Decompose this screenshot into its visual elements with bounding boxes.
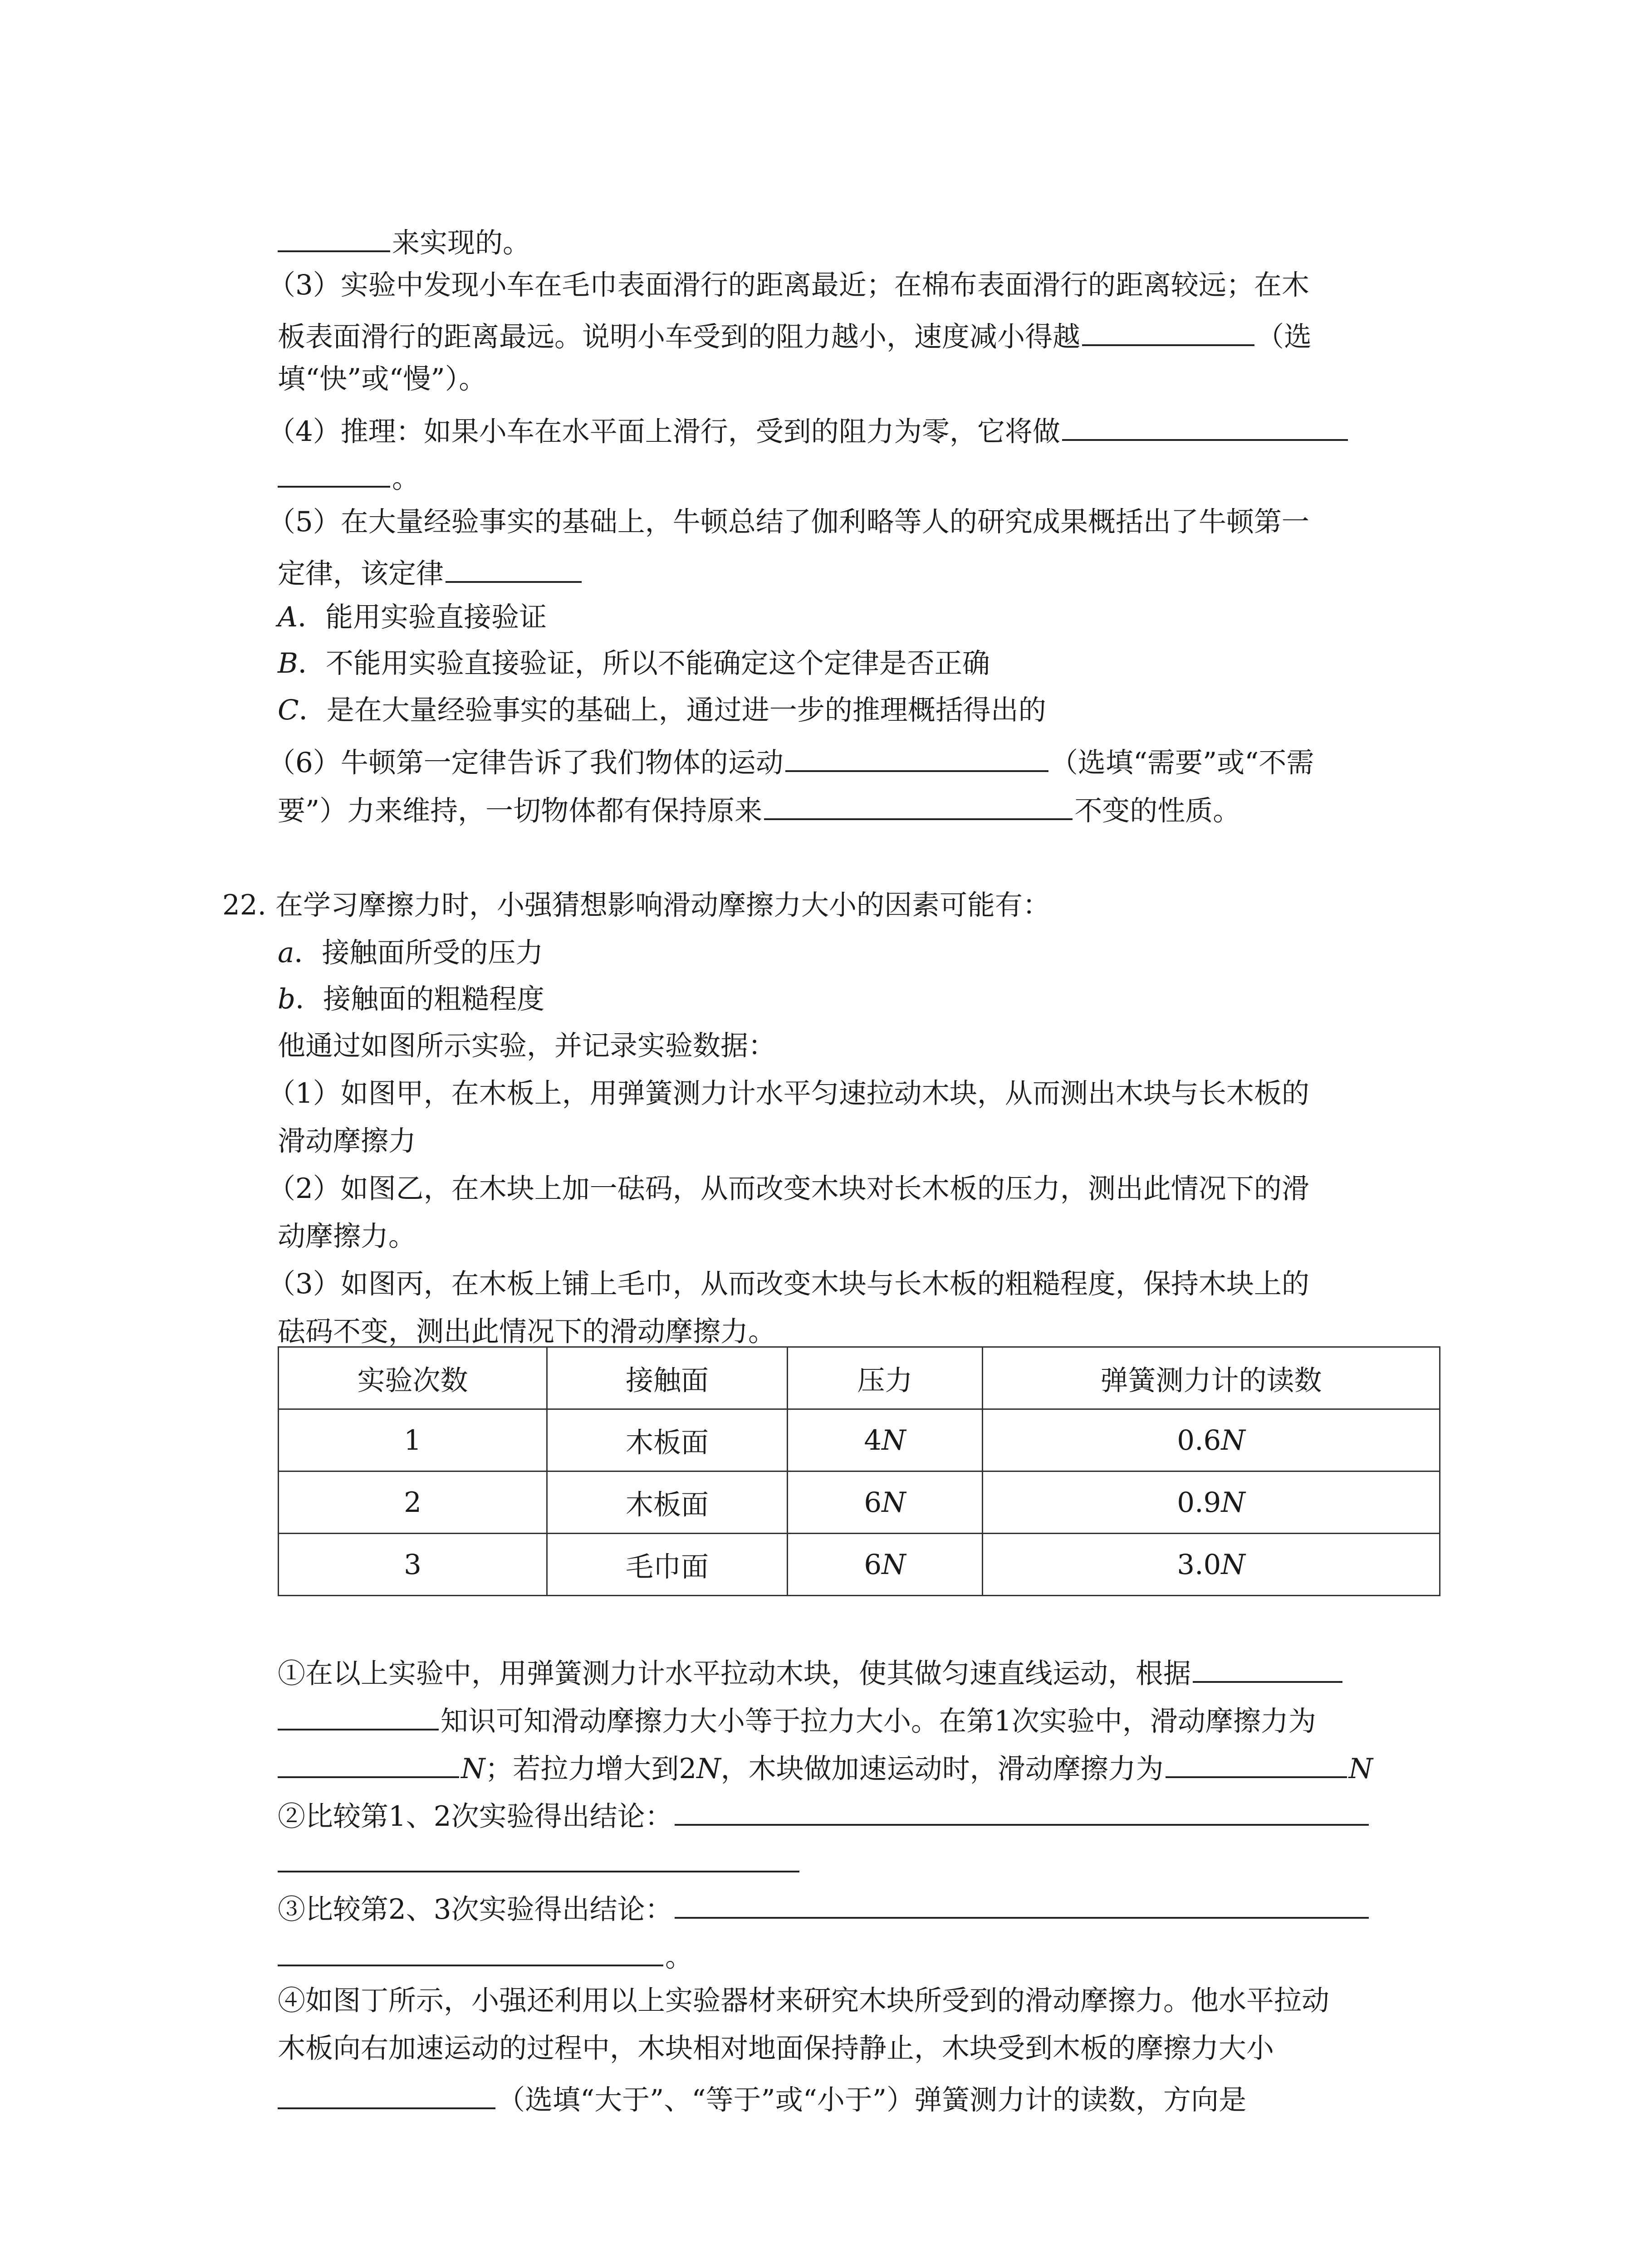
step-2-line-1: （2）如图乙，在木块上加一砝码，从而改变木块对长木板的压力，测出此情况下的滑 <box>268 1173 1309 1205</box>
answer-blank[interactable] <box>1193 1656 1342 1683</box>
hypothesis-b: b．接触面的粗糙程度 <box>278 983 545 1015</box>
q21-line-5: （4）推理：如果小车在水平面上滑行，受到的阻力为零，它将做 <box>268 414 1350 445</box>
step-3-line-2: 砝码不变，测出此情况下的滑动摩擦力。 <box>278 1315 776 1348</box>
hypothesis-a: a．接触面所受的压力 <box>278 937 544 969</box>
sub-q1-line-2: 知识可知滑动摩擦力大小等于拉力大小。在第1次实验中，滑动摩擦力为 <box>278 1703 1316 1735</box>
answer-blank[interactable] <box>278 1845 799 1872</box>
sub-q3-line-1: ③比较第2、3次实验得出结论： <box>278 1892 1371 1923</box>
answer-blank[interactable] <box>278 1703 439 1730</box>
reading-cell: 0.6N <box>983 1409 1440 1471</box>
option-b: B．不能用实验直接验证，所以不能确定这个定律是否正确 <box>278 647 990 679</box>
q21-line-6: 。 <box>278 460 420 492</box>
header-cell: 接触面 <box>547 1347 788 1409</box>
question-number: 22. <box>222 889 267 921</box>
reading-cell: 0.9N <box>983 1471 1440 1534</box>
header-cell: 实验次数 <box>279 1347 547 1409</box>
answer-blank[interactable] <box>446 556 582 583</box>
q21-line-2: （3）实验中发现小车在毛巾表面滑行的距离最近；在棉布表面滑行的距离较远；在木 <box>268 269 1309 301</box>
pressure-cell: 6N <box>788 1534 983 1596</box>
sub-q1-line-3: N；若拉力增大到2N，木块做加速运动时，滑动摩擦力为 N <box>278 1751 1373 1783</box>
sub-q2-line-2 <box>278 1845 801 1877</box>
q21-line-8: 定律，该定律 <box>278 556 583 587</box>
trial-cell: 1 <box>279 1409 547 1471</box>
q22-stem: 22. 在学习摩擦力时，小强猜想影响滑动摩擦力大小的因素可能有： <box>222 889 1051 921</box>
answer-blank[interactable] <box>1082 319 1254 346</box>
option-c: C．是在大量经验事实的基础上，通过进一步的推理概括得出的 <box>278 694 1046 726</box>
q21-line-12: （6）牛顿第一定律告诉了我们物体的运动 （选填“需要”或“不需 <box>268 745 1314 777</box>
table-row <box>279 1471 1440 1534</box>
q21-line-7: （5）在大量经验事实的基础上，牛顿总结了伽利略等人的研究成果概括出了牛顿第一 <box>268 506 1309 538</box>
step-1-line-1: （1）如图甲，在木板上，用弹簧测力计水平匀速拉动木块，从而测出木块与长木板的 <box>268 1077 1309 1110</box>
header-cell: 压力 <box>788 1347 983 1409</box>
step-3-line-1: （3）如图丙，在木板上铺上毛巾，从而改变木块与长木板的粗糙程度，保持木块上的 <box>268 1268 1309 1300</box>
step-2-line-2: 动摩擦力。 <box>278 1220 416 1252</box>
answer-blank[interactable] <box>675 1799 1369 1826</box>
answer-blank[interactable] <box>278 1751 459 1778</box>
table-header-row <box>279 1347 1440 1409</box>
answer-blank[interactable] <box>278 1939 663 1966</box>
q21-line-3: 板表面滑行的距离最远。说明小车受到的阻力越小，速度减小得越 （选 <box>278 319 1312 351</box>
trial-cell: 2 <box>279 1471 547 1534</box>
sub-q4-line-2: 木板向右加速运动的过程中，木块相对地面保持静止，木块受到木板的摩擦力大小 <box>278 2032 1274 2064</box>
surface-cell: 木板面 <box>547 1471 788 1534</box>
surface-cell: 毛巾面 <box>547 1534 788 1596</box>
header-cell: 弹簧测力计的读数 <box>983 1347 1440 1409</box>
answer-blank[interactable] <box>1166 1751 1347 1778</box>
answer-blank[interactable] <box>675 1892 1369 1919</box>
answer-blank[interactable] <box>278 225 390 252</box>
q21-line-13: 要”）力来维持，一切物体都有保持原来 不变的性质。 <box>278 793 1240 825</box>
table-row <box>279 1409 1440 1471</box>
q21-line-1: 来实现的。 <box>278 225 530 257</box>
step-1-line-2: 滑动摩擦力 <box>278 1125 416 1157</box>
reading-cell: 3.0N <box>983 1534 1440 1596</box>
table-row <box>279 1534 1440 1596</box>
sub-q3-line-2: 。 <box>278 1939 693 1971</box>
answer-blank[interactable] <box>764 793 1073 820</box>
answer-blank[interactable] <box>785 745 1048 772</box>
sub-q4-line-3: （选填“大于”、“等于”或“小于”）弹簧测力计的读数，方向是 <box>278 2082 1246 2114</box>
q22-intro: 他通过如图所示实验，并记录实验数据： <box>278 1030 776 1062</box>
q21-line-4: 填“快”或“慢”）。 <box>278 363 487 395</box>
trial-cell: 3 <box>279 1534 547 1596</box>
answer-blank[interactable] <box>278 2082 495 2109</box>
pressure-cell: 4N <box>788 1409 983 1471</box>
surface-cell: 木板面 <box>547 1409 788 1471</box>
answer-blank[interactable] <box>278 460 390 488</box>
answer-blank[interactable] <box>1062 414 1348 441</box>
experiment-data-table <box>278 1346 1440 1596</box>
option-a: A．能用实验直接验证 <box>278 601 547 633</box>
sub-q1-line-1: ①在以上实验中，用弹簧测力计水平拉动木块，使其做匀速直线运动，根据 <box>278 1656 1344 1687</box>
sub-q4-line-1: ④如图丁所示，小强还利用以上实验器材来研究木块所受到的滑动摩擦力。他水平拉动 <box>278 1984 1330 2017</box>
pressure-cell: 6N <box>788 1471 983 1534</box>
sub-q2-line-1: ②比较第1、2次实验得出结论： <box>278 1799 1371 1830</box>
